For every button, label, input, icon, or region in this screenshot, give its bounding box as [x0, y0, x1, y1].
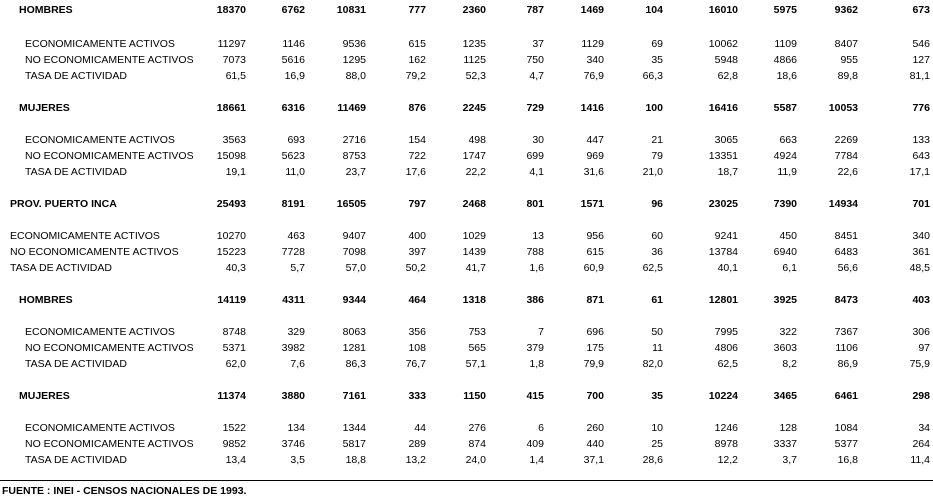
table-cell: 4924 — [773, 150, 797, 162]
table-cell: 871 — [586, 294, 604, 306]
table-row — [0, 341, 933, 355]
table-cell: 403 — [912, 294, 930, 306]
row-label: NO ECONOMICAMENTE ACTIVOS — [25, 438, 194, 450]
table-cell: 5616 — [281, 54, 305, 66]
table-cell: 22,6 — [837, 166, 858, 178]
table-cell: 60,9 — [583, 262, 604, 274]
table-cell: 11469 — [337, 102, 366, 114]
table-cell: 86,3 — [345, 358, 366, 370]
table-row — [0, 293, 933, 307]
table-cell: 397 — [408, 246, 426, 258]
table-cell: 133 — [912, 134, 930, 146]
table-cell: 673 — [912, 4, 930, 16]
table-cell: 25493 — [216, 198, 246, 210]
table-cell: 16,8 — [837, 454, 858, 466]
table-cell: 874 — [468, 438, 486, 450]
table-cell: 31,6 — [583, 166, 604, 178]
table-cell: 50 — [651, 326, 663, 338]
table-cell: 2269 — [834, 134, 858, 146]
row-label: NO ECONOMICAMENTE ACTIVOS — [25, 150, 194, 162]
table-cell: 23025 — [708, 198, 738, 210]
table-cell: 134 — [287, 422, 305, 434]
table-cell: 3337 — [773, 438, 797, 450]
table-cell: 440 — [586, 438, 604, 450]
table-cell: 18,8 — [345, 454, 366, 466]
table-cell: 464 — [408, 294, 426, 306]
table-row — [0, 69, 933, 83]
table-cell: 76,9 — [583, 70, 604, 82]
table-row — [0, 325, 933, 339]
table-cell: 969 — [586, 150, 604, 162]
table-cell: 6483 — [834, 246, 858, 258]
table-cell: 6316 — [281, 102, 305, 114]
table-cell: 797 — [408, 198, 426, 210]
table-cell: 69 — [651, 38, 663, 50]
table-cell: 21,0 — [642, 166, 663, 178]
table-cell: 8451 — [834, 230, 858, 242]
table-cell: 1469 — [580, 4, 604, 16]
table-cell: 52,3 — [465, 70, 486, 82]
table-cell: 100 — [645, 102, 663, 114]
table-cell: 3,5 — [290, 454, 305, 466]
table-cell: 175 — [586, 342, 604, 354]
table-cell: 729 — [526, 102, 544, 114]
table-cell: 61,5 — [225, 70, 246, 82]
table-cell: 5587 — [773, 102, 797, 114]
table-cell: 128 — [779, 422, 797, 434]
row-label: TASA DE ACTIVIDAD — [25, 358, 127, 370]
table-cell: 699 — [526, 150, 544, 162]
table-cell: 25 — [651, 438, 663, 450]
row-label: ECONOMICAMENTE ACTIVOS — [25, 134, 175, 146]
table-row — [0, 165, 933, 179]
table-cell: 57,0 — [345, 262, 366, 274]
table-cell: 13784 — [708, 246, 738, 258]
row-label: MUJERES — [19, 390, 70, 402]
table-cell: 750 — [526, 54, 544, 66]
table-cell: 777 — [408, 4, 426, 16]
table-cell: 16505 — [336, 198, 366, 210]
table-cell: 8407 — [834, 38, 858, 50]
row-label: NO ECONOMICAMENTE ACTIVOS — [25, 54, 194, 66]
table-cell: 663 — [779, 134, 797, 146]
table-cell: 9852 — [222, 438, 246, 450]
table-cell: 4,7 — [529, 70, 544, 82]
table-cell: 6940 — [773, 246, 797, 258]
table-cell: 13351 — [708, 150, 738, 162]
table-cell: 8978 — [714, 438, 738, 450]
table-cell: 10062 — [708, 38, 738, 50]
table-cell: 7728 — [281, 246, 305, 258]
table-cell: 13,4 — [225, 454, 246, 466]
table-cell: 8063 — [342, 326, 366, 338]
table-cell: 329 — [287, 326, 305, 338]
row-label: TASA DE ACTIVIDAD — [10, 262, 112, 274]
table-cell: 11,0 — [285, 166, 305, 178]
table-cell: 2468 — [462, 198, 486, 210]
table-cell: 79,2 — [405, 70, 426, 82]
table-cell: 57,1 — [465, 358, 486, 370]
row-label: TASA DE ACTIVIDAD — [25, 70, 127, 82]
table-cell: 289 — [408, 438, 426, 450]
table-cell: 3880 — [281, 390, 305, 402]
table-cell: 1129 — [581, 38, 604, 50]
table-cell: 956 — [586, 230, 604, 242]
table-cell: 1084 — [834, 422, 858, 434]
table-cell: 876 — [408, 102, 426, 114]
row-label: TASA DE ACTIVIDAD — [25, 166, 127, 178]
table-cell: 386 — [526, 294, 544, 306]
table-cell: 82,0 — [642, 358, 663, 370]
table-cell: 340 — [912, 230, 930, 242]
table-cell: 18,7 — [717, 166, 738, 178]
table-cell: 21 — [651, 134, 663, 146]
table-cell: 450 — [779, 230, 797, 242]
table-cell: 8191 — [281, 198, 305, 210]
table-row — [0, 453, 933, 467]
table-cell: 1344 — [342, 422, 366, 434]
table-cell: 1235 — [462, 38, 486, 50]
table-cell: 5371 — [222, 342, 246, 354]
table-cell: 97 — [918, 342, 930, 354]
table-cell: 565 — [468, 342, 486, 354]
table-row — [0, 197, 933, 211]
table-cell: 34 — [918, 422, 930, 434]
table-cell: 10053 — [828, 102, 858, 114]
table-cell: 35 — [651, 54, 663, 66]
table-cell: 7161 — [342, 390, 366, 402]
row-label: ECONOMICAMENTE ACTIVOS — [25, 422, 175, 434]
table-cell: 35 — [651, 390, 663, 402]
table-cell: 5817 — [342, 438, 366, 450]
table-cell: 62,5 — [642, 262, 663, 274]
table-cell: 12801 — [708, 294, 738, 306]
table-cell: 5948 — [714, 54, 738, 66]
table-cell: 7073 — [222, 54, 246, 66]
table-cell: 7995 — [714, 326, 738, 338]
table-cell: 88,0 — [345, 70, 366, 82]
table-row — [0, 149, 933, 163]
table-cell: 787 — [526, 4, 544, 16]
table-cell: 23,7 — [345, 166, 366, 178]
table-cell: 696 — [586, 326, 604, 338]
table-cell: 306 — [912, 326, 930, 338]
table-cell: 340 — [586, 54, 604, 66]
table-cell: 776 — [912, 102, 930, 114]
table-cell: 8,2 — [782, 358, 797, 370]
table-cell: 322 — [779, 326, 797, 338]
table-row — [0, 229, 933, 243]
table-row — [0, 389, 933, 403]
table-cell: 79 — [651, 150, 663, 162]
table-cell: 1522 — [222, 422, 246, 434]
table-cell: 1747 — [462, 150, 486, 162]
table-cell: 9362 — [834, 4, 858, 16]
table-cell: 14934 — [828, 198, 858, 210]
table-cell: 48,5 — [909, 262, 930, 274]
table-cell: 3982 — [281, 342, 305, 354]
table-cell: 955 — [840, 54, 858, 66]
table-cell: 50,2 — [405, 262, 426, 274]
table-cell: 333 — [408, 390, 426, 402]
table-cell: 3925 — [773, 294, 797, 306]
table-cell: 56,6 — [837, 262, 858, 274]
table-cell: 104 — [645, 4, 663, 16]
table-row — [0, 357, 933, 371]
table-cell: 22,2 — [465, 166, 486, 178]
table-cell: 788 — [526, 246, 544, 258]
table-cell: 10831 — [336, 4, 366, 16]
table-cell: 9241 — [714, 230, 738, 242]
table-cell: 3465 — [773, 390, 797, 402]
table-cell: 96 — [651, 198, 663, 210]
table-cell: 546 — [912, 38, 930, 50]
table-cell: 76,7 — [405, 358, 426, 370]
table-cell: 37 — [532, 38, 544, 50]
table-cell: 7,6 — [290, 358, 305, 370]
table-cell: 2245 — [462, 102, 486, 114]
table-cell: 447 — [586, 134, 604, 146]
table-cell: 1246 — [714, 422, 738, 434]
table-cell: 37,1 — [583, 454, 604, 466]
table-cell: 15223 — [216, 246, 246, 258]
row-label: TASA DE ACTIVIDAD — [25, 454, 127, 466]
table-cell: 379 — [526, 342, 544, 354]
table-cell: 62,5 — [717, 358, 738, 370]
table-cell: 36 — [651, 246, 663, 258]
table-cell: 13,2 — [405, 454, 426, 466]
row-label: MUJERES — [19, 102, 70, 114]
table-row — [0, 3, 933, 17]
table-cell: 643 — [912, 150, 930, 162]
table-cell: 5975 — [773, 4, 797, 16]
table-cell: 7 — [538, 326, 544, 338]
table-cell: 693 — [287, 134, 305, 146]
source-note: FUENTE : INEI - CENSOS NACIONALES DE 1993. — [2, 485, 247, 497]
table-cell: 14119 — [217, 294, 246, 306]
table-cell: 400 — [408, 230, 426, 242]
table-row — [0, 53, 933, 67]
table-cell: 10270 — [216, 230, 246, 242]
table-row — [0, 37, 933, 51]
table-cell: 463 — [287, 230, 305, 242]
table-cell: 1,6 — [529, 262, 544, 274]
table-cell: 16416 — [708, 102, 738, 114]
table-cell: 615 — [408, 38, 426, 50]
row-label: NO ECONOMICAMENTE ACTIVOS — [10, 246, 179, 258]
table-cell: 264 — [912, 438, 930, 450]
table-cell: 28,6 — [642, 454, 663, 466]
table-cell: 1146 — [282, 38, 305, 50]
table-cell: 10224 — [708, 390, 738, 402]
table-cell: 356 — [408, 326, 426, 338]
table-cell: 4,1 — [529, 166, 544, 178]
table-cell: 8473 — [834, 294, 858, 306]
row-label: HOMBRES — [19, 4, 73, 16]
table-cell: 15098 — [216, 150, 246, 162]
table-cell: 615 — [586, 246, 604, 258]
table-cell: 44 — [414, 422, 426, 434]
table-cell: 9407 — [342, 230, 366, 242]
table-cell: 1029 — [462, 230, 486, 242]
table-cell: 16,9 — [284, 70, 305, 82]
table-cell: 276 — [468, 422, 486, 434]
table-cell: 61 — [651, 294, 663, 306]
table-cell: 4806 — [714, 342, 738, 354]
table-cell: 62,0 — [225, 358, 246, 370]
table-cell: 409 — [526, 438, 544, 450]
table-cell: 1295 — [342, 54, 366, 66]
table-cell: 60 — [651, 230, 663, 242]
table-cell: 11374 — [217, 390, 246, 402]
table-cell: 701 — [912, 198, 930, 210]
table-cell: 3,7 — [782, 454, 797, 466]
table-cell: 6 — [538, 422, 544, 434]
table-cell: 11,4 — [910, 454, 930, 466]
table-cell: 1106 — [835, 342, 858, 354]
table-cell: 79,9 — [583, 358, 604, 370]
table-cell: 18661 — [216, 102, 246, 114]
row-label: NO ECONOMICAMENTE ACTIVOS — [25, 342, 194, 354]
table-cell: 108 — [408, 342, 426, 354]
table-cell: 2360 — [462, 4, 486, 16]
row-label: PROV. PUERTO INCA — [10, 198, 117, 210]
table-cell: 1150 — [463, 390, 486, 402]
row-label: ECONOMICAMENTE ACTIVOS — [10, 230, 160, 242]
table-cell: 11 — [652, 342, 663, 354]
table-row — [0, 261, 933, 275]
table-cell: 11297 — [217, 38, 246, 50]
table-cell: 2716 — [342, 134, 366, 146]
table-cell: 1,4 — [529, 454, 544, 466]
table-cell: 10 — [651, 422, 663, 434]
table-cell: 41,7 — [465, 262, 486, 274]
table-cell: 18,6 — [776, 70, 797, 82]
table-cell: 17,6 — [405, 166, 426, 178]
table-cell: 30 — [532, 134, 544, 146]
table-cell: 162 — [408, 54, 426, 66]
table-cell: 81,1 — [909, 70, 930, 82]
table-cell: 6461 — [834, 390, 858, 402]
table-cell: 62,8 — [717, 70, 738, 82]
table-cell: 1318 — [462, 294, 486, 306]
table-cell: 13 — [532, 230, 544, 242]
table-cell: 40,3 — [225, 262, 246, 274]
table-cell: 24,0 — [465, 454, 486, 466]
table-cell: 5377 — [834, 438, 858, 450]
table-row — [0, 245, 933, 259]
table-row — [0, 101, 933, 115]
table-cell: 700 — [586, 390, 604, 402]
table-cell: 4311 — [282, 294, 305, 306]
table-cell: 1416 — [580, 102, 604, 114]
table-cell: 1109 — [774, 38, 797, 50]
row-label: ECONOMICAMENTE ACTIVOS — [25, 38, 175, 50]
table-cell: 5623 — [281, 150, 305, 162]
table-cell: 498 — [468, 134, 486, 146]
table-cell: 1439 — [462, 246, 486, 258]
table-cell: 154 — [408, 134, 426, 146]
table-cell: 9344 — [342, 294, 366, 306]
table-cell: 66,3 — [642, 70, 663, 82]
table-cell: 5,7 — [290, 262, 305, 274]
row-label: HOMBRES — [19, 294, 73, 306]
table-cell: 75,9 — [909, 358, 930, 370]
table-cell: 6762 — [281, 4, 305, 16]
footer-rule — [0, 480, 933, 481]
table-cell: 40,1 — [717, 262, 738, 274]
table-cell: 7784 — [834, 150, 858, 162]
table-cell: 86,9 — [837, 358, 858, 370]
table-cell: 7390 — [773, 198, 797, 210]
table-cell: 3746 — [281, 438, 305, 450]
table-cell: 8748 — [222, 326, 246, 338]
table-cell: 7098 — [342, 246, 366, 258]
table-cell: 4866 — [773, 54, 797, 66]
table-cell: 1,8 — [529, 358, 544, 370]
table-cell: 3603 — [773, 342, 797, 354]
table-cell: 298 — [912, 390, 930, 402]
table-cell: 415 — [526, 390, 544, 402]
table-row — [0, 133, 933, 147]
table-row — [0, 437, 933, 451]
table-cell: 18370 — [216, 4, 246, 16]
table-cell: 3065 — [714, 134, 738, 146]
table-cell: 3563 — [222, 134, 246, 146]
table-cell: 16010 — [708, 4, 738, 16]
table-cell: 12,2 — [717, 454, 738, 466]
table-cell: 1571 — [580, 198, 604, 210]
table-cell: 7367 — [834, 326, 858, 338]
table-cell: 17,1 — [909, 166, 930, 178]
table-cell: 19,1 — [225, 166, 246, 178]
table-cell: 11,9 — [777, 166, 797, 178]
table-cell: 361 — [912, 246, 930, 258]
table-cell: 753 — [468, 326, 486, 338]
row-label: ECONOMICAMENTE ACTIVOS — [25, 326, 175, 338]
table-cell: 89,8 — [837, 70, 858, 82]
table-cell: 722 — [408, 150, 426, 162]
table-cell: 8753 — [342, 150, 366, 162]
table-cell: 801 — [526, 198, 544, 210]
table-cell: 1281 — [342, 342, 366, 354]
table-cell: 6,1 — [782, 262, 797, 274]
table-cell: 260 — [586, 422, 604, 434]
table-cell: 9536 — [342, 38, 366, 50]
table-row — [0, 421, 933, 435]
table-cell: 1125 — [463, 54, 486, 66]
table-cell: 127 — [912, 54, 930, 66]
